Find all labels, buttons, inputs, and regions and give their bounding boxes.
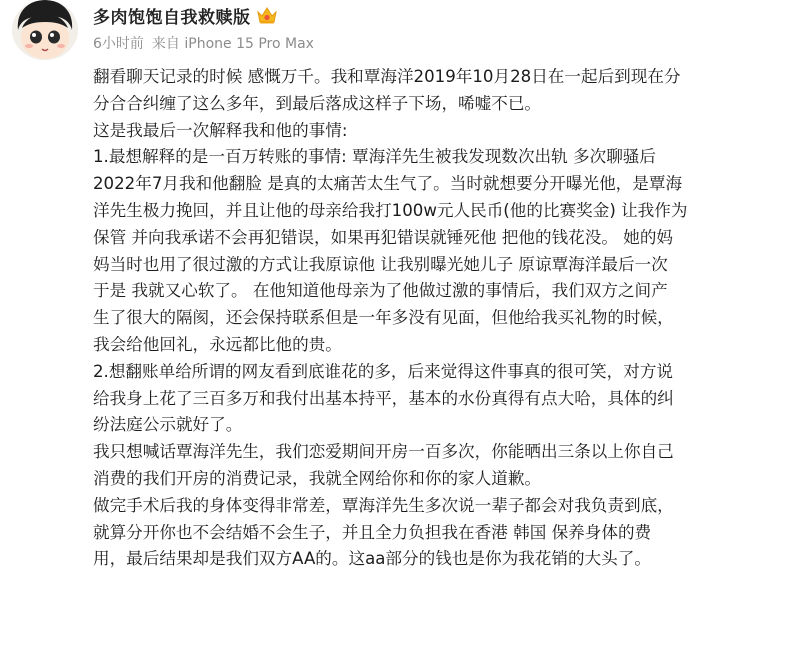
post-line: 妈当时也用了很过激的方式让我原谅他 让我别曝光她儿子 原谅覃海洋最后一次 xyxy=(93,254,668,274)
post-line: 做完手术后我的身体变得非常差，覃海洋先生多次说一辈子都会对我负责到底， xyxy=(93,495,674,515)
post-line: 纷法庭公示就好了。 xyxy=(93,415,243,435)
post-line: 这是我最后一次解释我和他的事情: xyxy=(93,120,348,140)
post-line: 翻看聊天记录的时候 感慨万千。我和覃海洋2019年10月28日在一起后到现在分 xyxy=(93,67,681,86)
avatar[interactable] xyxy=(12,0,78,60)
post-source: 来自 iPhone 15 Pro Max xyxy=(151,36,314,52)
post-line: 于是 我就又心软了。 在他知道他母亲为了他做过激的事情后，我们双方之间产 xyxy=(93,281,668,301)
post-line: 消费的我们开房的消费记录，我就全网给你和你的家人道歉。 xyxy=(93,468,542,488)
post-time: 6小时前 xyxy=(93,36,144,52)
avatar-face-icon xyxy=(12,0,78,60)
post-line: 生了很大的隔阂，还会保持联系但是一年多没有见面，但他给我买礼物的时候， xyxy=(93,308,674,328)
user-line xyxy=(93,2,278,28)
post-line: 给我身上花了三百多万和我付出基本持平，基本的水份真得有点大哈，具体的纠 xyxy=(93,388,674,408)
post-line: 就算分开你也不会结婚不会生子，并且全力负担我在香港 韩国 保养身体的费 xyxy=(93,522,652,542)
post-line: 1.最想解释的是一百万转账的事情: 覃海洋先生被我发现数次出轨 多次聊骚后 xyxy=(93,147,656,167)
crown-icon xyxy=(256,5,278,25)
post-header xyxy=(0,0,800,64)
post-line: 我会给他回礼，永远都比他的贵。 xyxy=(93,334,342,354)
post-meta xyxy=(93,33,314,53)
username[interactable]: 多肉饱饱自我救赎版 xyxy=(93,7,251,28)
post-line: 用，最后结果却是我们双方AA的。这aa部分的钱也是你为我花销的大头了。 xyxy=(93,549,651,569)
post-line: 洋先生极力挽回，并且让他的母亲给我打100w元人民币(他的比赛奖金) 让我作为 xyxy=(93,200,688,220)
post-line: 2022年7月我和他翻脸 是真的太痛苦太生气了。当时就想要分开曝光他，是覃海 xyxy=(93,174,683,194)
post-line: 保管 并向我承诺不会再犯错误，如果再犯错误就锤死他 把他的钱花没。 她的妈 xyxy=(93,227,674,247)
post-line: 我只想喊话覃海洋先生，我们恋爱期间开房一百多次，你能晒出三条以上你自己 xyxy=(93,442,674,462)
post-text xyxy=(93,64,788,573)
post-line: 2.想翻账单给所谓的网友看到底谁花的多，后来觉得这件事真的很可笑，对方说 xyxy=(93,361,674,381)
post-line: 分合合纠缠了这么多年，到最后落成这样子下场，唏嘘不已。 xyxy=(93,93,542,113)
